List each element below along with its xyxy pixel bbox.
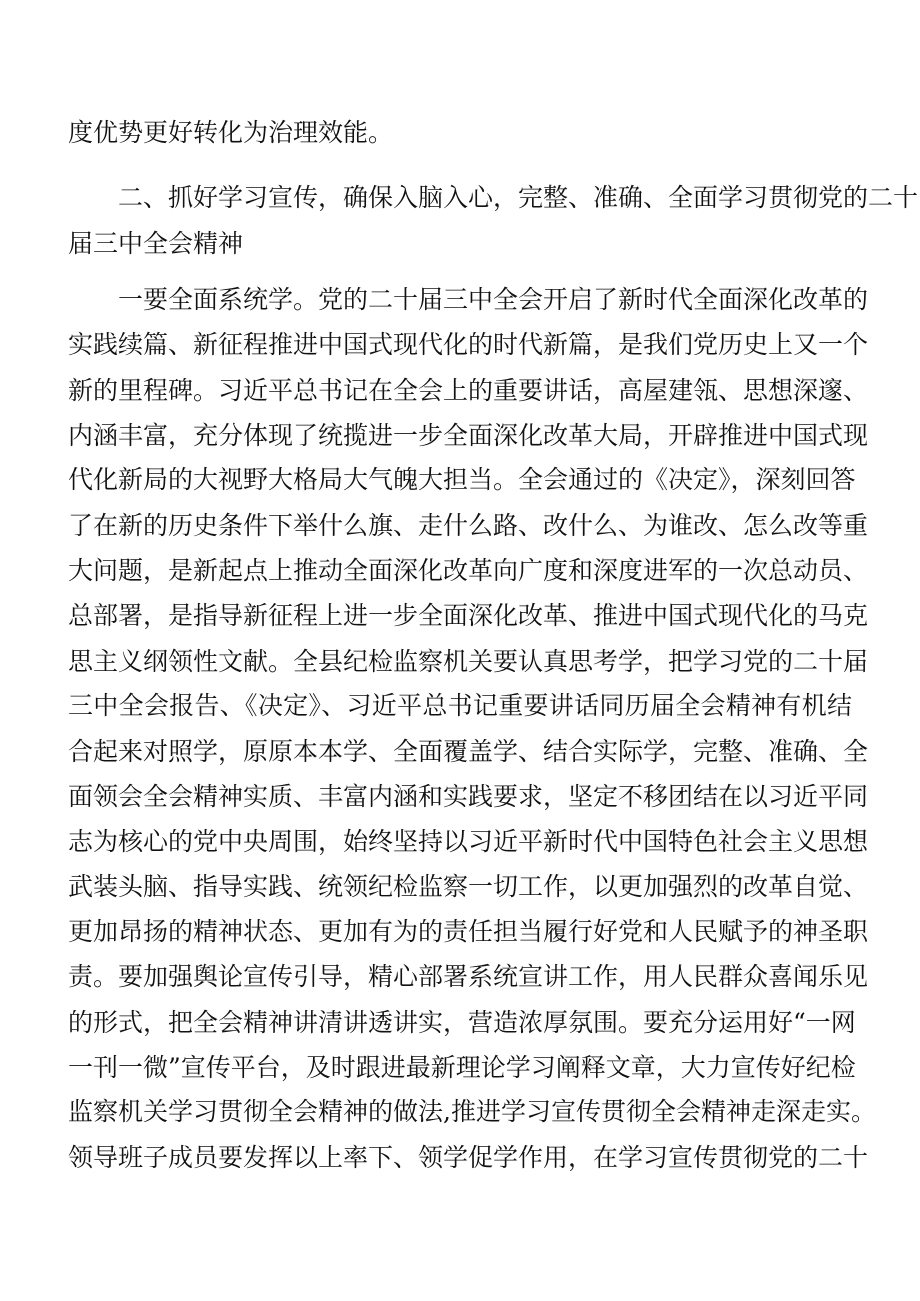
text-line: 领导班子成员要发挥以上率下、领学促学作用，在学习宣传贯彻党的二十 <box>68 1143 869 1172</box>
text-line: 一刊一微”宣传平台，及时跟进最新理论学习阐释文章，大力宣传好纪检 <box>68 1053 856 1082</box>
text-line: 代化新局的大视野大格局大气魄大担当。全会通过的《决定》，深刻回答 <box>68 465 856 494</box>
text-line: 一要全面系统学。党的二十届三中全会开启了新时代全面深化改革的 <box>118 285 869 314</box>
text-line: 实践续篇、新征程推进中国式现代化的时代新篇，是我们党历史上又一个 <box>68 330 869 359</box>
text-line: 三中全会报告、《决定》、习近平总书记重要讲话同历届全会精神有机结 <box>68 691 852 720</box>
text-line: 更加昂扬的精神状态、更加有为的责任担当履行好党和人民赋予的神圣职 <box>68 917 869 946</box>
text-line: 内涵丰富，充分体现了统揽进一步全面深化改革大局，开辟推进中国式现 <box>68 421 869 450</box>
text-line: 了在新的历史条件下举什么旗、走什么路、改什么、为谁改、怎么改等重 <box>68 511 869 540</box>
text-line: 合起来对照学，原原本本学、全面覆盖学、结合实际学，完整、准确、全 <box>68 737 869 766</box>
text-line: 总部署，是指导新征程上进一步全面深化改革、推进中国式现代化的马克 <box>68 601 869 630</box>
section-heading-line: 届三中全会精神 <box>68 229 244 258</box>
text-line: 度优势更好转化为治理效能。 <box>68 118 394 147</box>
section-heading-line: 二、抓好学习宣传，确保入脑入心，完整、准确、全面学习贯彻党的二十 <box>118 183 919 212</box>
text-line: 的形式，把全会精神讲清讲透讲实，营造浓厚氛围。要充分运用好“一网 <box>68 1008 856 1037</box>
text-line: 志为核心的党中央周围，始终坚持以习近平新时代中国特色社会主义思想 <box>68 827 869 856</box>
text-line: 责。要加强舆论宣传引导，精心部署系统宣讲工作，用人民群众喜闻乐见 <box>68 962 869 991</box>
text-line: 新的里程碑。习近平总书记在全会上的重要讲话，高屋建瓴、思想深邃、 <box>68 376 869 405</box>
text-line: 思主义纲领性文献。全县纪检监察机关要认真思考学，把学习党的二十届 <box>68 647 869 676</box>
text-line: 大问题，是新起点上推动全面深化改革向广度和深度进军的一次总动员、 <box>68 556 869 585</box>
text-line: 面领会全会精神实质、丰富内涵和实践要求，坚定不移团结在以习近平同 <box>68 782 869 811</box>
text-line: 武装头脑、指导实践、统领纪检监察一切工作，以更加强烈的改革自觉、 <box>68 872 869 901</box>
text-line: 监察机关学习贯彻全会精神的做法,推进学习宣传贯彻全会精神走深走实。 <box>68 1097 876 1126</box>
